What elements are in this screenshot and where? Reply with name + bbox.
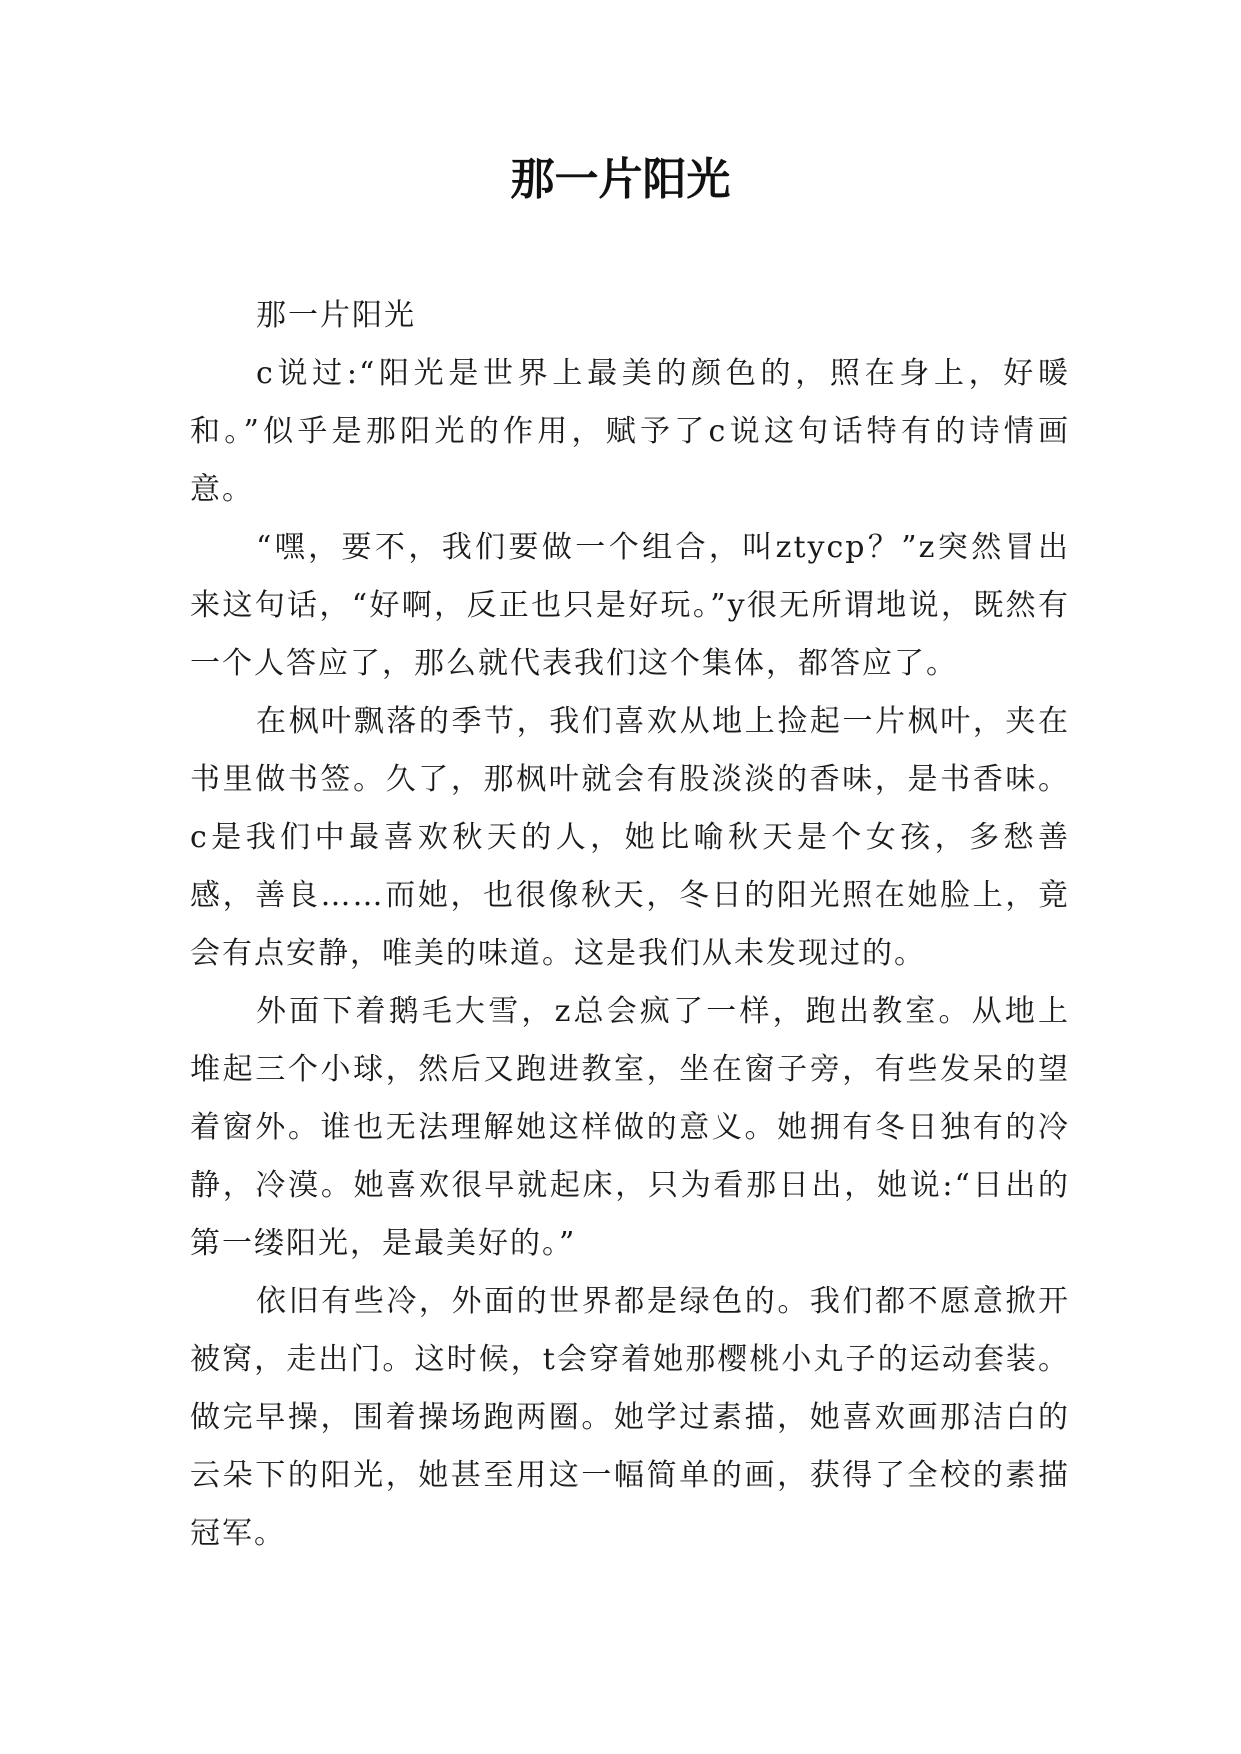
paragraph: 依旧有些冷，外面的世界都是绿色的。我们都不愿意掀开被窝，走出门。这时候，t会穿着她那樱桃小丸子的运动套装。做完早操，围着操场跑两圈。她学过素描，她喜欢画那洁白的云朵下的阳光，她甚至用这一幅简单的画，获得了全校的素描冠军。 bbox=[190, 1284, 1070, 1551]
article-body bbox=[190, 287, 1070, 1563]
document-title: 那一片阳光 bbox=[510, 154, 731, 205]
paragraph: 在枫叶飘落的季节，我们喜欢从地上捡起一片枫叶，夹在书里做书签。久了，那枫叶就会有股淡淡的香味，是书香味。c是我们中最喜欢秋天的人，她比喻秋天是个女孩，多愁善感，善良……而她，也很像秋天，冬日的阳光照在她脸上，竟会有点安静，唯美的味道。这是我们从未发现过的。 bbox=[190, 704, 1070, 971]
paragraph: c说过:“阳光是世界上最美的颜色的，照在身上，好暖和。”似乎是那阳光的作用，赋予了c说这句话特有的诗情画意。 bbox=[190, 356, 1070, 507]
paragraph: “嘿，要不，我们要做一个组合，叫ztycp？”z突然冒出来这句话，“好啊，反正也只是好玩。”y很无所谓地说，既然有一个人答应了，那么就代表我们这个集体，都答应了。 bbox=[190, 530, 1070, 681]
paragraph-subtitle: 那一片阳光 bbox=[256, 298, 416, 333]
paragraph: 外面下着鹅毛大雪，z总会疯了一样，跑出教室。从地上堆起三个小球，然后又跑进教室，坐在窗子旁，有些发呆的望着窗外。谁也无法理解她这样做的意义。她拥有冬日独有的冷静，冷漠。她喜欢很早就起床，只为看那日出，她说:“日出的第一缕阳光，是最美好的。” bbox=[190, 994, 1070, 1261]
